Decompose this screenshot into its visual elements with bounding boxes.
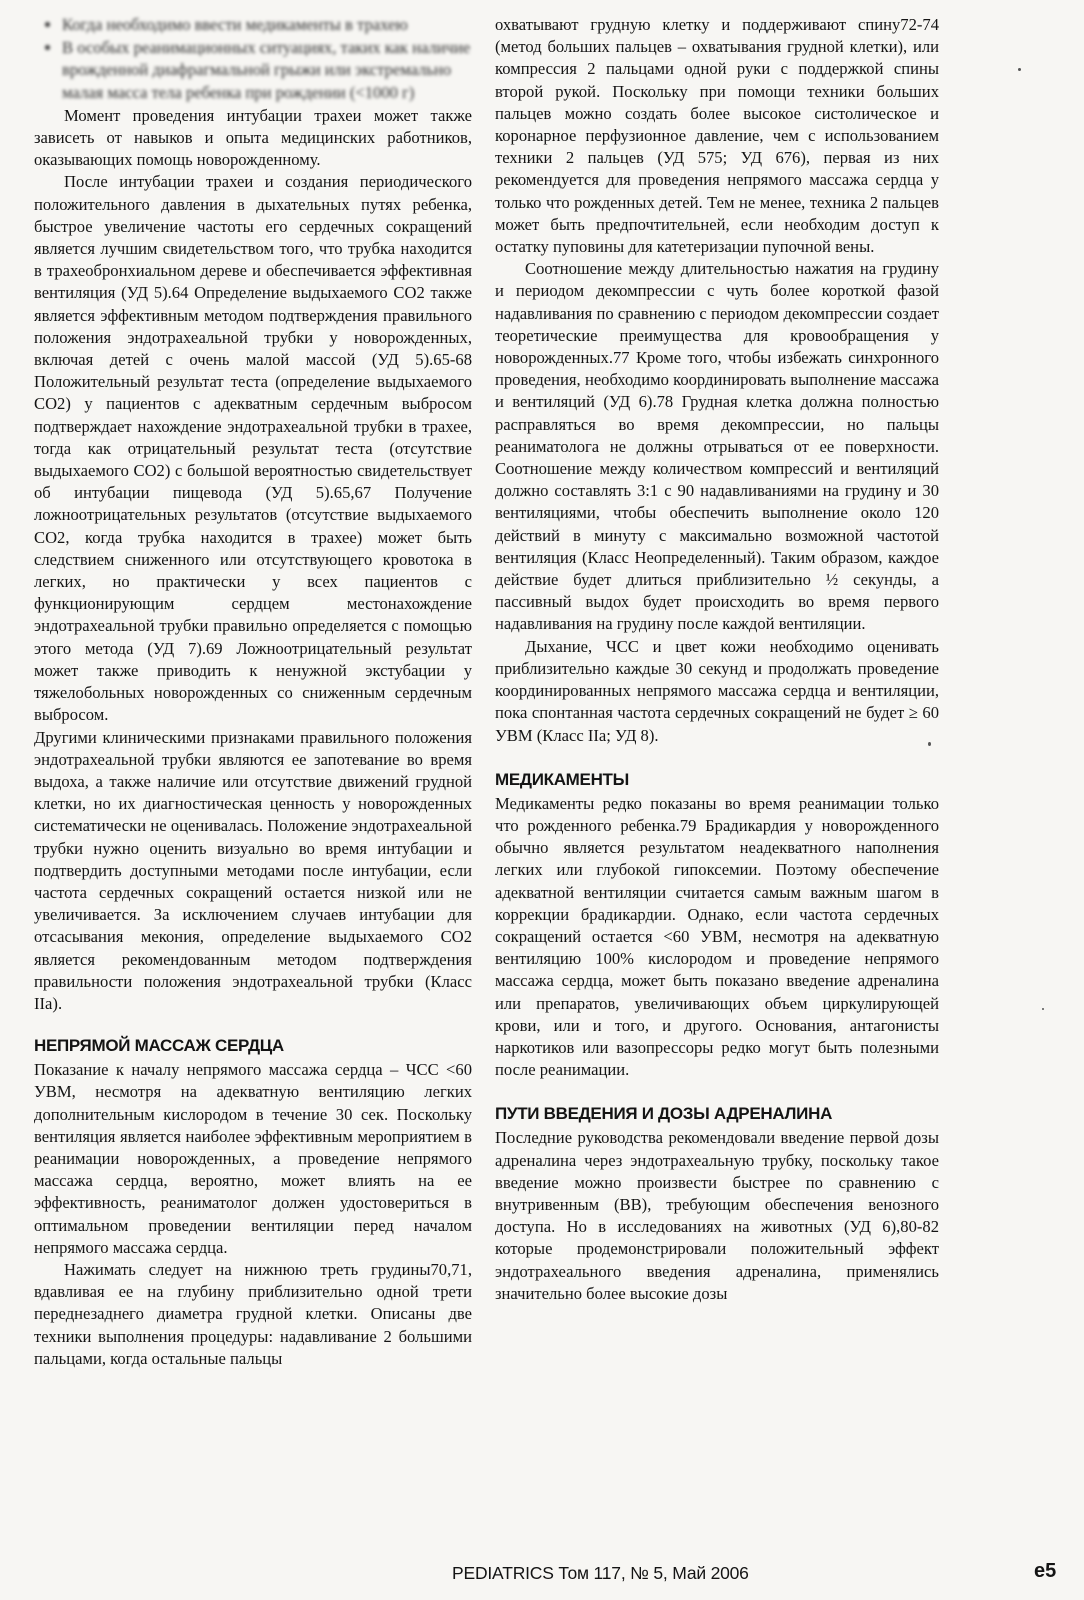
paragraph: Нажимать следует на нижнюю треть грудины70,71, вдавливая ее на глубину приблизительно одной трети переднезаднего диаметра грудной клетки. Описаны две техники выполнения процедуры: надавливание 2 большими пальцами, когда остальные пальцы — [34, 1259, 472, 1368]
section-heading-routes: ПУТИ ВВЕДЕНИЯ И ДОЗЫ АДРЕНАЛИНА — [495, 1104, 833, 1124]
paragraph: После интубации трахеи и создания периодического положительного давления в дыхательных путях ребенка, быстрое увеличение частоты его сердечных сокращений является лучшим свидетельством того, что трубка находится в трахеобронхиальном дереве и обеспечивается эффективная вентиляция (УД 5).64 Определение выдыхаемого CO2 также является эффективным методом подтверждения правильного положения эндотрахеальной трубки у новорожденных, включая детей с очень малой массой (УД 5).65-68 Положительный результат теста (определение выдыхаемого CO2) у пациентов с адекватным сердечным выбросом подтверждает нахождение эндотрахеальной трубки в трахее, тогда как отрицательный результат теста (отсутствие выдыхаемого CO2) с большой вероятностью свидетельствует об интубации пищевода (УД 5).65,67 Получение ложноотрицательных результатов (отсутствие выдыхаемого CO2, когда трубка находится в трахее) может быть следствием сниженного или отсутствующего кровотока в легких, но практически у всех пациентов с функционирующим сердцем местонахождение эндотрахеальной трубки правильно определяется с помощью этого метода (УД 7).69 Ложноотрицательный результат может также приводить к ненужной экстубации у тяжелобольных новорожденных со сниженным сердечным выбросом. — [34, 172, 472, 725]
paragraph: Дыхание, ЧСС и цвет кожи необходимо оценивать приблизительно каждые 30 секунд и продолжать проведение координированных непрямого массажа сердца и вентиляции, пока спонтанная частота сердечных сокращений не будет ≥ 60 УВМ (Класс IIa; УД 8). — [495, 636, 939, 745]
journal-footer: PEDIATRICS Том 117, № 5, Май 2006 — [452, 1563, 749, 1583]
paragraph: Соотношение между длительностью нажатия на грудину и периодом декомпрессии с чуть более короткой фазой надавливания по сравнению с периодом декомпрессии создает теоретические преимущества для кровообращения у новорожденных.77 Кроме того, чтобы избежать синхронного проведения, необходимо координировать выполнение массажа и вентиляций (УД 6).78 Грудная клетка должна полностью расправляться во время декомпрессии, но пальцы реаниматолога не должны отрываться от ее поверхности. Соотношение между количеством компрессий и вентиляций должно составлять 3:1 с 90 надавливаниями на грудину и 30 вентиляциями, чтобы обеспечить выполнение около 120 действий в минуту с максимально возможной частотой вентиляция (Класс Неопределенный). Таким образом, каждое действие будет длиться приблизительно ½ секунды, а пассивный выдох будет происходить во время первого надавливания на грудину после каждой вентиляции. — [495, 259, 939, 634]
paragraph: Медикаменты редко показаны во время реанимации только что рожденного ребенка.79 Брадикардия у новорожденного обычно является результатом неадекватного наполнения легких или глубокой гипоксемии. Поэтому обеспечение адекватной вентиляции считается самым важным шагом в коррекции брадикардии. Однако, если частота сердечных сокращений остается <60 УВМ, несмотря на адекватную вентиляцию 100% кислородом и проведение непрямого массажа сердца, может быть показано введение адреналина или препаратов, увеличивающих объем циркулирующей крови, или и того, и другого. Основания, антагонисты наркотиков или вазопрессоры редко могут быть полезными после реанимации. — [495, 793, 939, 1080]
section-heading-medications: МЕДИКАМЕНТЫ — [495, 769, 629, 789]
left-column — [34, 14, 472, 1370]
page-number: e5 — [1034, 1560, 1057, 1582]
bullet-item: • В особых реанимационных ситуациях, таких как наличие врожденной диафрагмальной грыжи или экстремально малая масса тела ребенка при рождении (<1000 г) — [62, 37, 472, 104]
scan-speck — [928, 742, 931, 746]
section-heading-massage: НЕПРЯМОЙ МАССАЖ СЕРДЦА — [34, 1036, 284, 1056]
scan-speck — [1018, 68, 1021, 71]
paragraph: Последние руководства рекомендовали введение первой дозы адреналина через эндотрахеальную трубку, поскольку такое введение можно произвести быстрее по сравнению с внутривенным (ВВ), требующим обеспечения венозного доступа. Но в исследованиях на животных (УД 6),80-82 которые продемонстрировали положительный эффект эндотрахеального введения адреналина, применялись значительно более высокие дозы — [495, 1128, 939, 1303]
paragraph: охватывают грудную клетку и поддерживают спину72-74 (метод больших пальцев – охватывания грудной клетки), или компрессия 2 пальцами одной руки с поддержкой спины второй рукой. Поскольку при помощи техники больших пальцев можно создать более высокое систолическое и коронарное перфузионное давление, чем с использованием техники 2 пальцев (УД 575; УД 676), первая из них рекомендуется для проведения непрямого массажа сердца у только что рожденных детей. Тем не менее, техника 2 пальцев может быть предпочтительней, если необходим доступ к остатку пуповины для катетеризации пупочной вены. — [495, 15, 939, 257]
paragraph: Другими клиническими признаками правильного положения эндотрахеальной трубки являются ее запотевание во время выдоха, а также наличие или отсутствие движений грудной клетки, но их диагностическая ценность у новорожденных систематически не оценивалась. Положение эндотрахеальной трубки нужно оценить визуально во время интубации и подтвердить доступными методами после интубации, если частота сердечных сокращений остается низкой или не увеличивается. За исключением случаев интубации для отсасывания мекония, определение выдыхаемого CO2 является рекомендованным методом подтверждения правильности положения эндотрахеальной трубки (Класс IIa). — [34, 727, 472, 1013]
paragraph: Момент проведения интубации трахеи может также зависеть от навыков и опыта медицинских работников, оказывающих помощь новорожденному. — [34, 105, 472, 170]
bullet-item: • Когда необходимо ввести медикаменты в трахею — [62, 14, 472, 36]
right-column — [495, 14, 939, 1305]
bullet-list — [34, 14, 472, 104]
scan-speck — [1042, 1008, 1044, 1010]
paragraph: Показание к началу непрямого массажа сердца – ЧСС <60 УВМ, несмотря на адекватную вентиляцию легких дополнительным кислородом в течение 30 сек. Поскольку вентиляция является наиболее эффективным мероприятием в реанимации новорожденных, а проведение непрямого массажа сердца, вероятно, может влиять на ее эффективность, реаниматолог должен удостовериться в оптимальном проведении вентиляции перед началом непрямого массажа сердца. — [34, 1060, 472, 1257]
